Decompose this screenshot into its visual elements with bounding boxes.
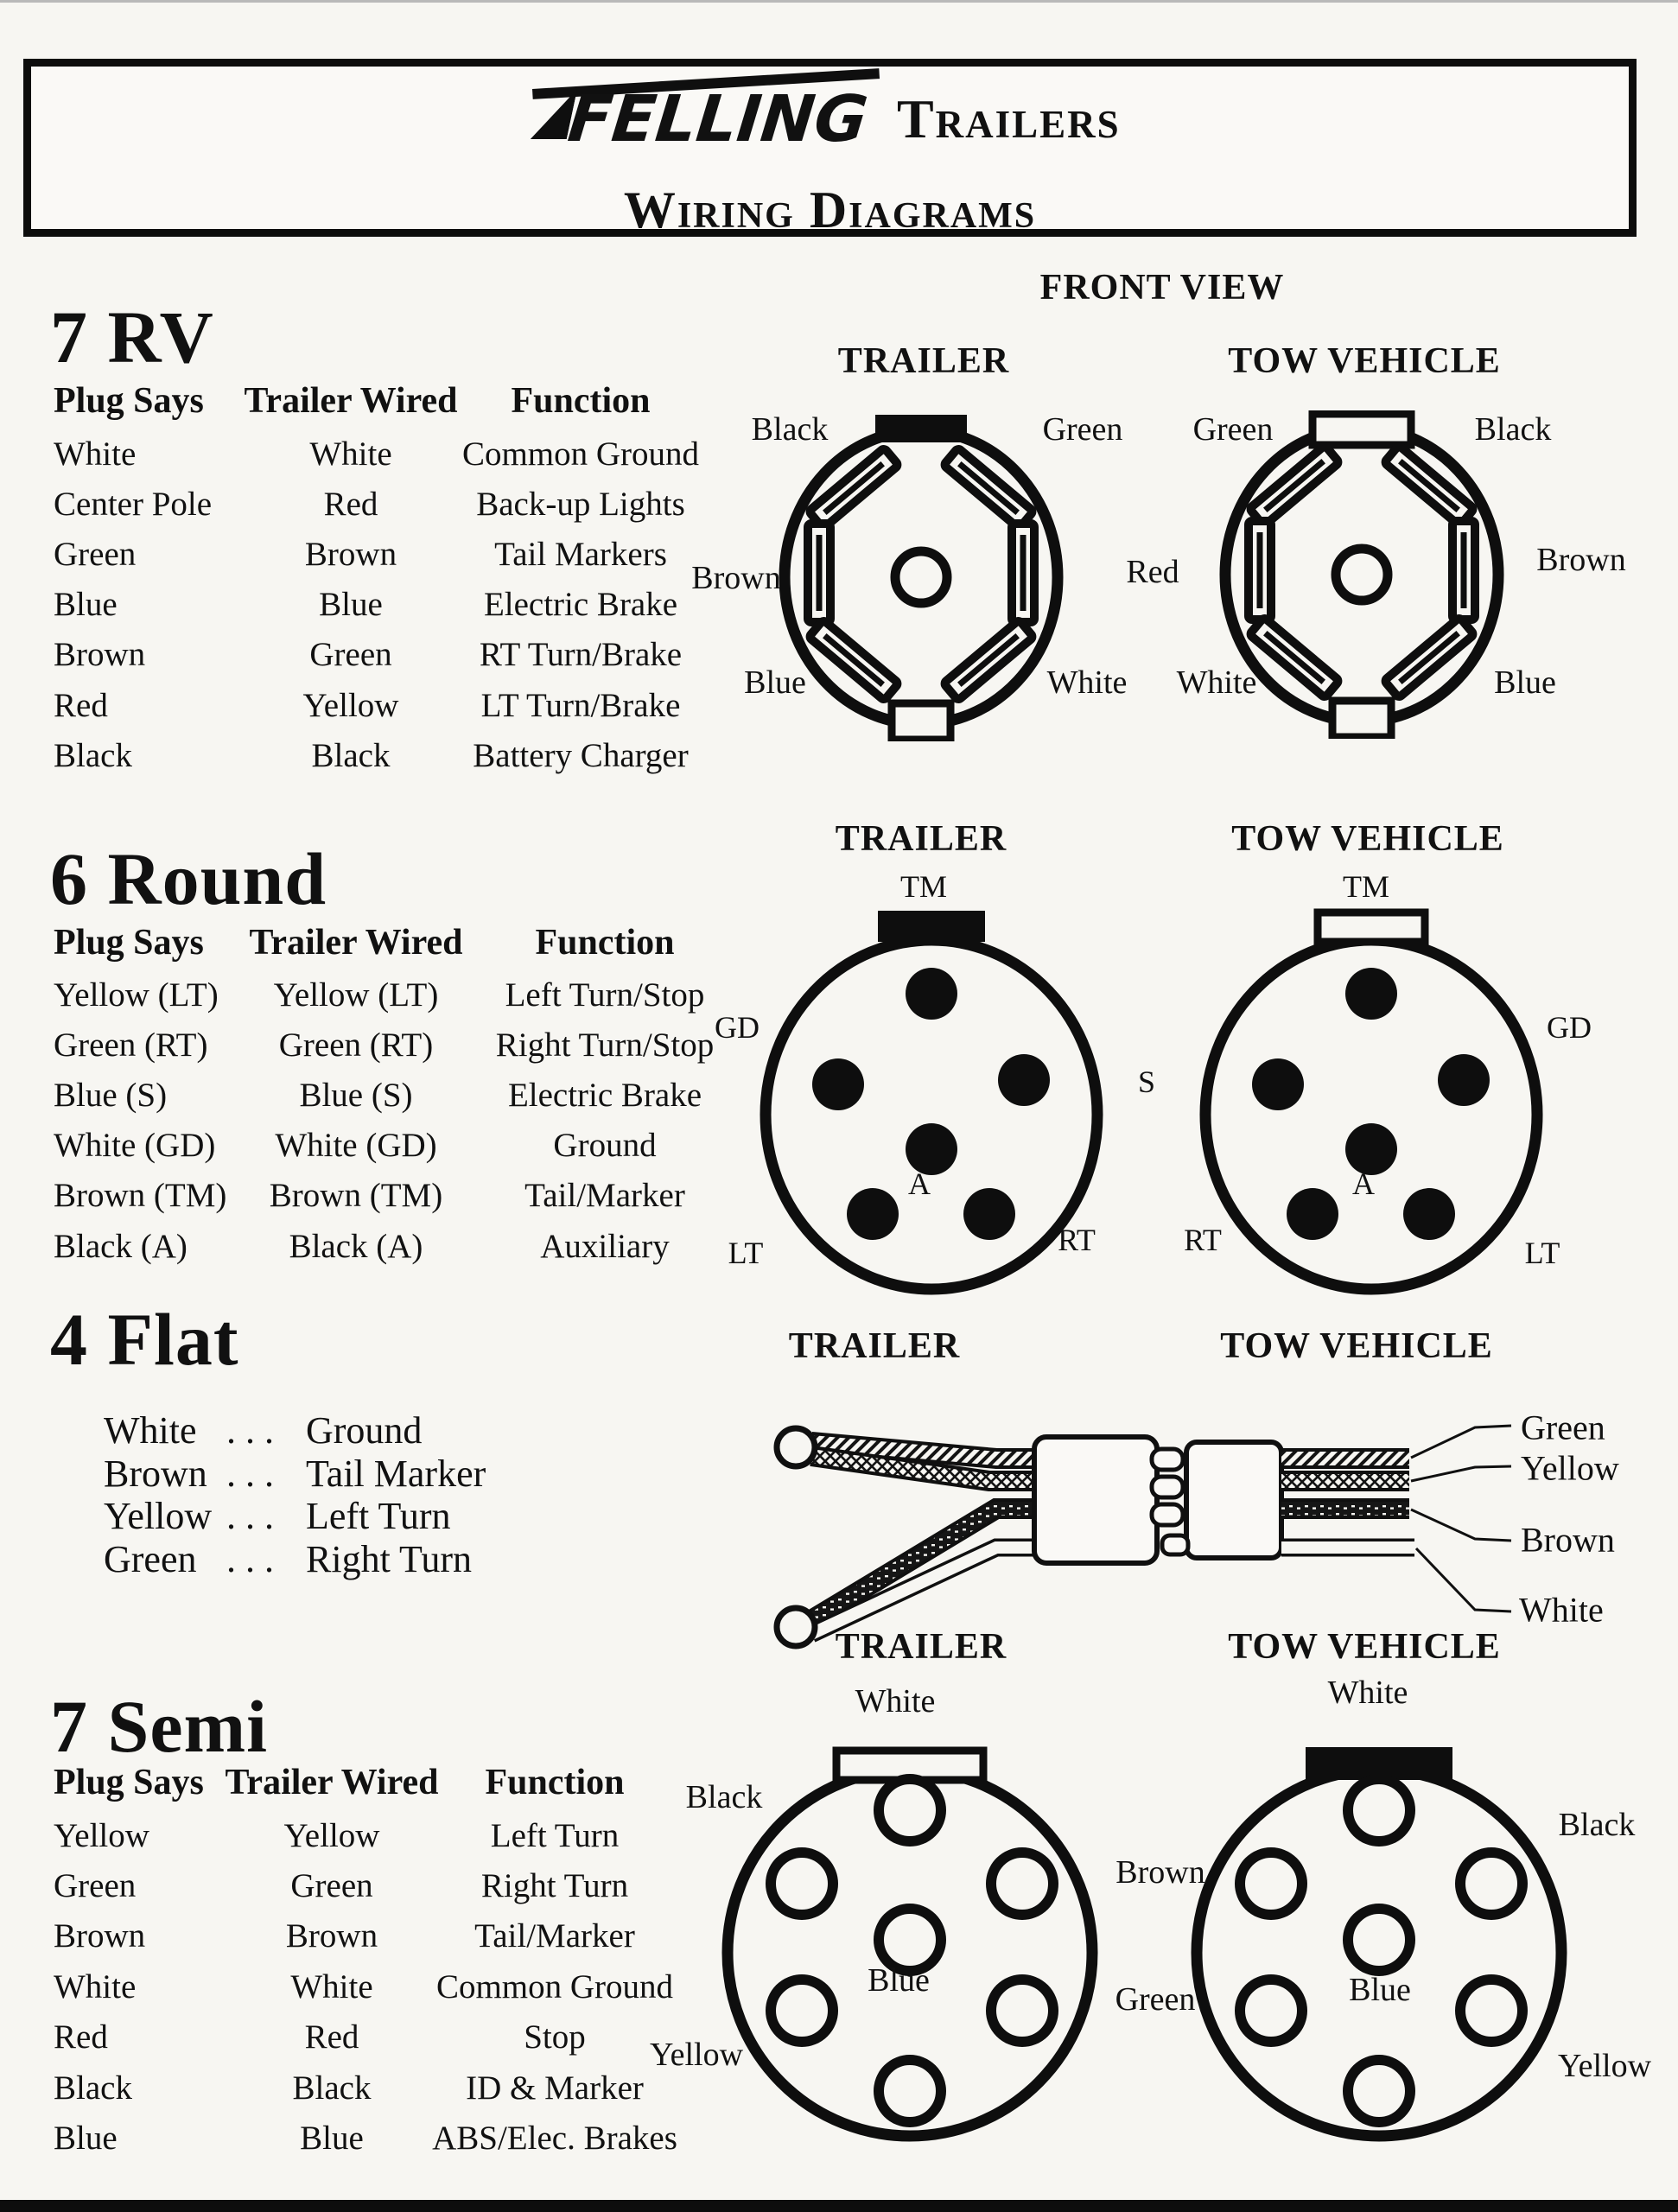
plug-pin: [1152, 1504, 1183, 1525]
pin: [1345, 968, 1397, 1020]
keyway-notch: [892, 703, 950, 740]
pin-label: A: [1352, 1166, 1375, 1201]
pin-label: White: [855, 1683, 936, 1719]
pin-label: A: [908, 1166, 931, 1201]
table-cell: ABS/Elec. Brakes: [432, 2120, 677, 2158]
semi7-table: [54, 1810, 677, 2164]
wire-color: White: [104, 1409, 197, 1452]
brand-name: Trailers: [896, 88, 1121, 149]
table-cell: Center Pole: [54, 485, 213, 523]
col-header-trailer-wired: Trailer Wired: [225, 1763, 439, 1802]
pin: [847, 1188, 899, 1240]
flat4-harness-diagram: [773, 1378, 1551, 1663]
semi7-tow-connector: [1189, 1745, 1569, 2152]
table-cell: Left Turn/Stop: [505, 976, 705, 1014]
pin-label: Black: [1558, 1807, 1636, 1843]
pin-label: Yellow: [1557, 2048, 1652, 2084]
wire-label: Green: [1521, 1408, 1605, 1447]
round6-tow-connector: [1198, 907, 1544, 1296]
pin-hole: [1348, 1779, 1410, 1841]
pin: [812, 1058, 864, 1110]
table-cell: Auxiliary: [540, 1227, 670, 1265]
leader-lines: [1411, 1426, 1511, 1611]
pin-label: Green: [1042, 411, 1123, 448]
section-title-7semi: 7 Semi: [50, 1685, 269, 1768]
table-cell: Black: [54, 736, 132, 774]
rv7-tow-heading: TOW VEHICLE: [1228, 341, 1501, 381]
scan-top-edge: [0, 0, 1678, 3]
round6-trailer-connector: [759, 907, 1104, 1296]
dots: . . .: [226, 1537, 274, 1580]
pin-hole: [991, 1853, 1053, 1915]
table-cell: Green (RT): [54, 1026, 208, 1064]
pin: [1403, 1188, 1455, 1240]
table-cell: Tail/Marker: [524, 1177, 685, 1215]
table-cell: Tail/Marker: [474, 1917, 635, 1955]
table-cell: White: [309, 435, 392, 473]
pin-label: RT: [1058, 1223, 1096, 1257]
table-cell: Common Ground: [461, 435, 700, 473]
table-cell: Green: [54, 535, 137, 573]
pin-hole: [1460, 1980, 1522, 2042]
wire-lug: [777, 1608, 815, 1646]
table-cell: Blue (S): [299, 1076, 413, 1114]
table-cell: Black: [311, 736, 391, 774]
semi7-tow-heading: TOW VEHICLE: [1228, 1627, 1501, 1667]
semi7-trailer-connector: [720, 1745, 1100, 2152]
table-cell: Yellow (LT): [54, 976, 219, 1014]
flat4-trailer-heading: TRAILER: [788, 1326, 961, 1366]
index-tab: [875, 415, 967, 442]
slot: [1012, 524, 1034, 622]
col-header-function: Function: [485, 1763, 625, 1802]
list-item: [104, 1452, 486, 1496]
slot: [1452, 521, 1475, 620]
dots: . . .: [226, 1452, 274, 1495]
slot: [808, 524, 830, 622]
table-cell: Black (A): [289, 1227, 423, 1265]
felling-logo: [539, 82, 872, 156]
pin-label: Red: [1126, 554, 1179, 590]
pin-hole: [1460, 1853, 1522, 1915]
table-cell: Tail Markers: [494, 535, 667, 573]
pin-label: RT: [1184, 1223, 1222, 1257]
pin: [1438, 1054, 1490, 1106]
wire-function: Ground: [306, 1409, 423, 1452]
dots: . . .: [226, 1495, 274, 1538]
wire-function: Tail Marker: [306, 1452, 486, 1495]
table-cell: Stop: [524, 2018, 586, 2056]
pin-label: Blue: [1494, 664, 1556, 701]
table-cell: Red: [54, 686, 108, 724]
trailer-wires: [811, 1442, 1041, 1634]
wire-color: Brown: [104, 1452, 207, 1495]
pin-label: Green: [1115, 1981, 1196, 2018]
wire-function: Right Turn: [306, 1537, 472, 1580]
flat4-tow-heading: TOW VEHICLE: [1220, 1326, 1493, 1366]
plug-pin: [1152, 1477, 1183, 1497]
table-cell: Left Turn: [490, 1816, 620, 1854]
center-pole-ring: [895, 551, 947, 603]
pin-label: Black: [751, 411, 829, 448]
scan-bottom-edge: [0, 2200, 1678, 2212]
pin-label: S: [1137, 1065, 1156, 1099]
table-cell: Blue: [54, 2120, 118, 2158]
pin-hole: [1240, 1853, 1302, 1915]
table-cell: Green: [309, 636, 392, 674]
pin-label: Yellow: [649, 2037, 744, 2073]
pin-hole: [1348, 1909, 1410, 1971]
col-header-function: Function: [511, 381, 651, 421]
col-header-trailer-wired: Trailer Wired: [244, 381, 458, 421]
rv7-trailer-heading: TRAILER: [837, 341, 1010, 381]
table-cell: Right Turn: [480, 1867, 629, 1905]
wire-label: Yellow: [1521, 1448, 1619, 1488]
wire-label: Brown: [1521, 1520, 1615, 1560]
plug-pin: [1162, 1535, 1188, 1554]
table-cell: Green (RT): [278, 1026, 434, 1064]
logo-text: FELLING: [564, 82, 872, 156]
pin-hole: [771, 1853, 833, 1915]
table-cell: Blue: [300, 2120, 364, 2158]
table-cell: Black: [54, 2069, 132, 2107]
table-cell: Battery Charger: [473, 736, 689, 774]
table-cell: Back-up Lights: [476, 485, 685, 523]
table-cell: RT Turn/Brake: [479, 636, 683, 674]
index-tab: [878, 911, 985, 942]
pin-label: White: [1176, 664, 1257, 701]
table-cell: Brown: [304, 535, 397, 573]
tow-plug-body: [1186, 1442, 1281, 1558]
pin-hole: [771, 1980, 833, 2042]
table-cell: Brown (TM): [54, 1177, 227, 1215]
table-cell: Green: [290, 1867, 373, 1905]
table-cell: Red: [323, 485, 378, 523]
section-title-4flat: 4 Flat: [50, 1298, 239, 1381]
table-cell: Brown (TM): [269, 1177, 443, 1215]
table-cell: White: [54, 1967, 137, 2005]
table-cell: Yellow: [302, 686, 399, 724]
pin-label: White: [1046, 664, 1128, 701]
pin-label: LT: [1524, 1236, 1560, 1270]
table-cell: Brown: [54, 636, 146, 674]
pin-hole: [1240, 1980, 1302, 2042]
rv7-tow-connector: [1215, 410, 1509, 739]
table-cell: Yellow: [54, 1816, 149, 1854]
table-cell: Blue (S): [54, 1076, 168, 1114]
pin: [1252, 1058, 1304, 1110]
list-item: [104, 1495, 486, 1538]
col-header-function: Function: [535, 923, 675, 963]
pin-label: Brown: [691, 560, 781, 596]
round6-table: [54, 969, 746, 1271]
table-cell: Yellow (LT): [273, 976, 439, 1014]
header-box: [23, 59, 1637, 237]
keyway-notch: [1332, 701, 1391, 737]
list-item: [104, 1538, 486, 1581]
pin-label: GD: [1547, 1010, 1592, 1045]
tow-wires: [1281, 1459, 1414, 1548]
flat4-list: [104, 1409, 486, 1580]
plug-pin: [1152, 1449, 1183, 1470]
table-cell: Brown: [54, 1917, 146, 1955]
section-title-7rv: 7 RV: [50, 296, 214, 378]
table-cell: White (GD): [275, 1127, 437, 1165]
table-cell: LT Turn/Brake: [480, 686, 681, 724]
pin-hole: [879, 2060, 941, 2122]
table-cell: White: [54, 435, 137, 473]
table-cell: Red: [54, 2018, 108, 2056]
pin-label: TM: [1343, 869, 1389, 904]
wire-lug: [777, 1428, 815, 1466]
pin-label: Brown: [1536, 542, 1626, 578]
table-cell: Electric Brake: [483, 586, 678, 624]
header-row: [31, 82, 1629, 156]
pin-label: TM: [900, 869, 947, 904]
semi7-trailer-heading: TRAILER: [835, 1627, 1007, 1667]
pin-label: Green: [1192, 411, 1274, 448]
page-title: Wiring Diagrams: [623, 181, 1037, 238]
pin-label: White: [1327, 1675, 1408, 1711]
pin: [998, 1054, 1050, 1106]
table-cell: Red: [304, 2018, 359, 2056]
pin: [1287, 1188, 1338, 1240]
pin-label: Blue: [1349, 1972, 1411, 2008]
col-header-plug-says: Plug Says: [54, 381, 204, 421]
front-view-label: FRONT VIEW: [1039, 268, 1285, 308]
table-cell: Electric Brake: [507, 1076, 702, 1114]
col-header-plug-says: Plug Says: [54, 923, 204, 963]
pin-label: Blue: [744, 664, 806, 701]
trailer-plug-body: [1034, 1437, 1157, 1563]
index-tab: [1318, 912, 1425, 942]
table-cell: ID & Marker: [466, 2069, 644, 2107]
table-cell: Blue: [319, 586, 383, 624]
table-cell: White: [290, 1967, 373, 2005]
list-item: [104, 1409, 486, 1452]
round6-tow-heading: TOW VEHICLE: [1231, 819, 1504, 859]
table-cell: White (GD): [54, 1127, 216, 1165]
wire-color: Green: [104, 1537, 197, 1580]
pin-label: Black: [685, 1779, 763, 1815]
pin-label: Blue: [868, 1962, 930, 1999]
table-cell: Right Turn/Stop: [495, 1026, 715, 1064]
table-cell: Common Ground: [435, 1967, 674, 2005]
dots: . . .: [226, 1409, 274, 1452]
rv7-trailer-connector: [774, 413, 1068, 741]
pin-label: GD: [715, 1010, 760, 1045]
pin-label: Black: [1474, 411, 1552, 448]
pin-hole: [1348, 2060, 1410, 2122]
wire-color: Yellow: [104, 1495, 213, 1538]
pin: [906, 968, 957, 1020]
col-header-trailer-wired: Trailer Wired: [249, 923, 463, 963]
table-cell: Ground: [553, 1127, 657, 1165]
col-header-plug-says: Plug Says: [54, 1763, 204, 1802]
table-cell: Green: [54, 1867, 137, 1905]
index-tab: [1313, 414, 1411, 445]
wire-function: Left Turn: [306, 1495, 451, 1538]
rv7-table: [54, 429, 708, 780]
table-cell: Black: [292, 2069, 372, 2107]
pin: [963, 1188, 1015, 1240]
wire-label: White: [1519, 1590, 1604, 1630]
pin-hole: [879, 1779, 941, 1841]
table-cell: Brown: [285, 1917, 378, 1955]
pin-label: LT: [728, 1236, 764, 1270]
pin-label: Brown: [1115, 1854, 1205, 1891]
slot: [1249, 521, 1271, 620]
table-cell: Blue: [54, 586, 118, 624]
round6-trailer-heading: TRAILER: [835, 819, 1007, 859]
pin-hole: [991, 1980, 1053, 2042]
section-title-6round: 6 Round: [50, 837, 327, 920]
table-cell: Black (A): [54, 1227, 188, 1265]
center-pole-ring: [1336, 549, 1388, 601]
table-cell: Yellow: [283, 1816, 380, 1854]
